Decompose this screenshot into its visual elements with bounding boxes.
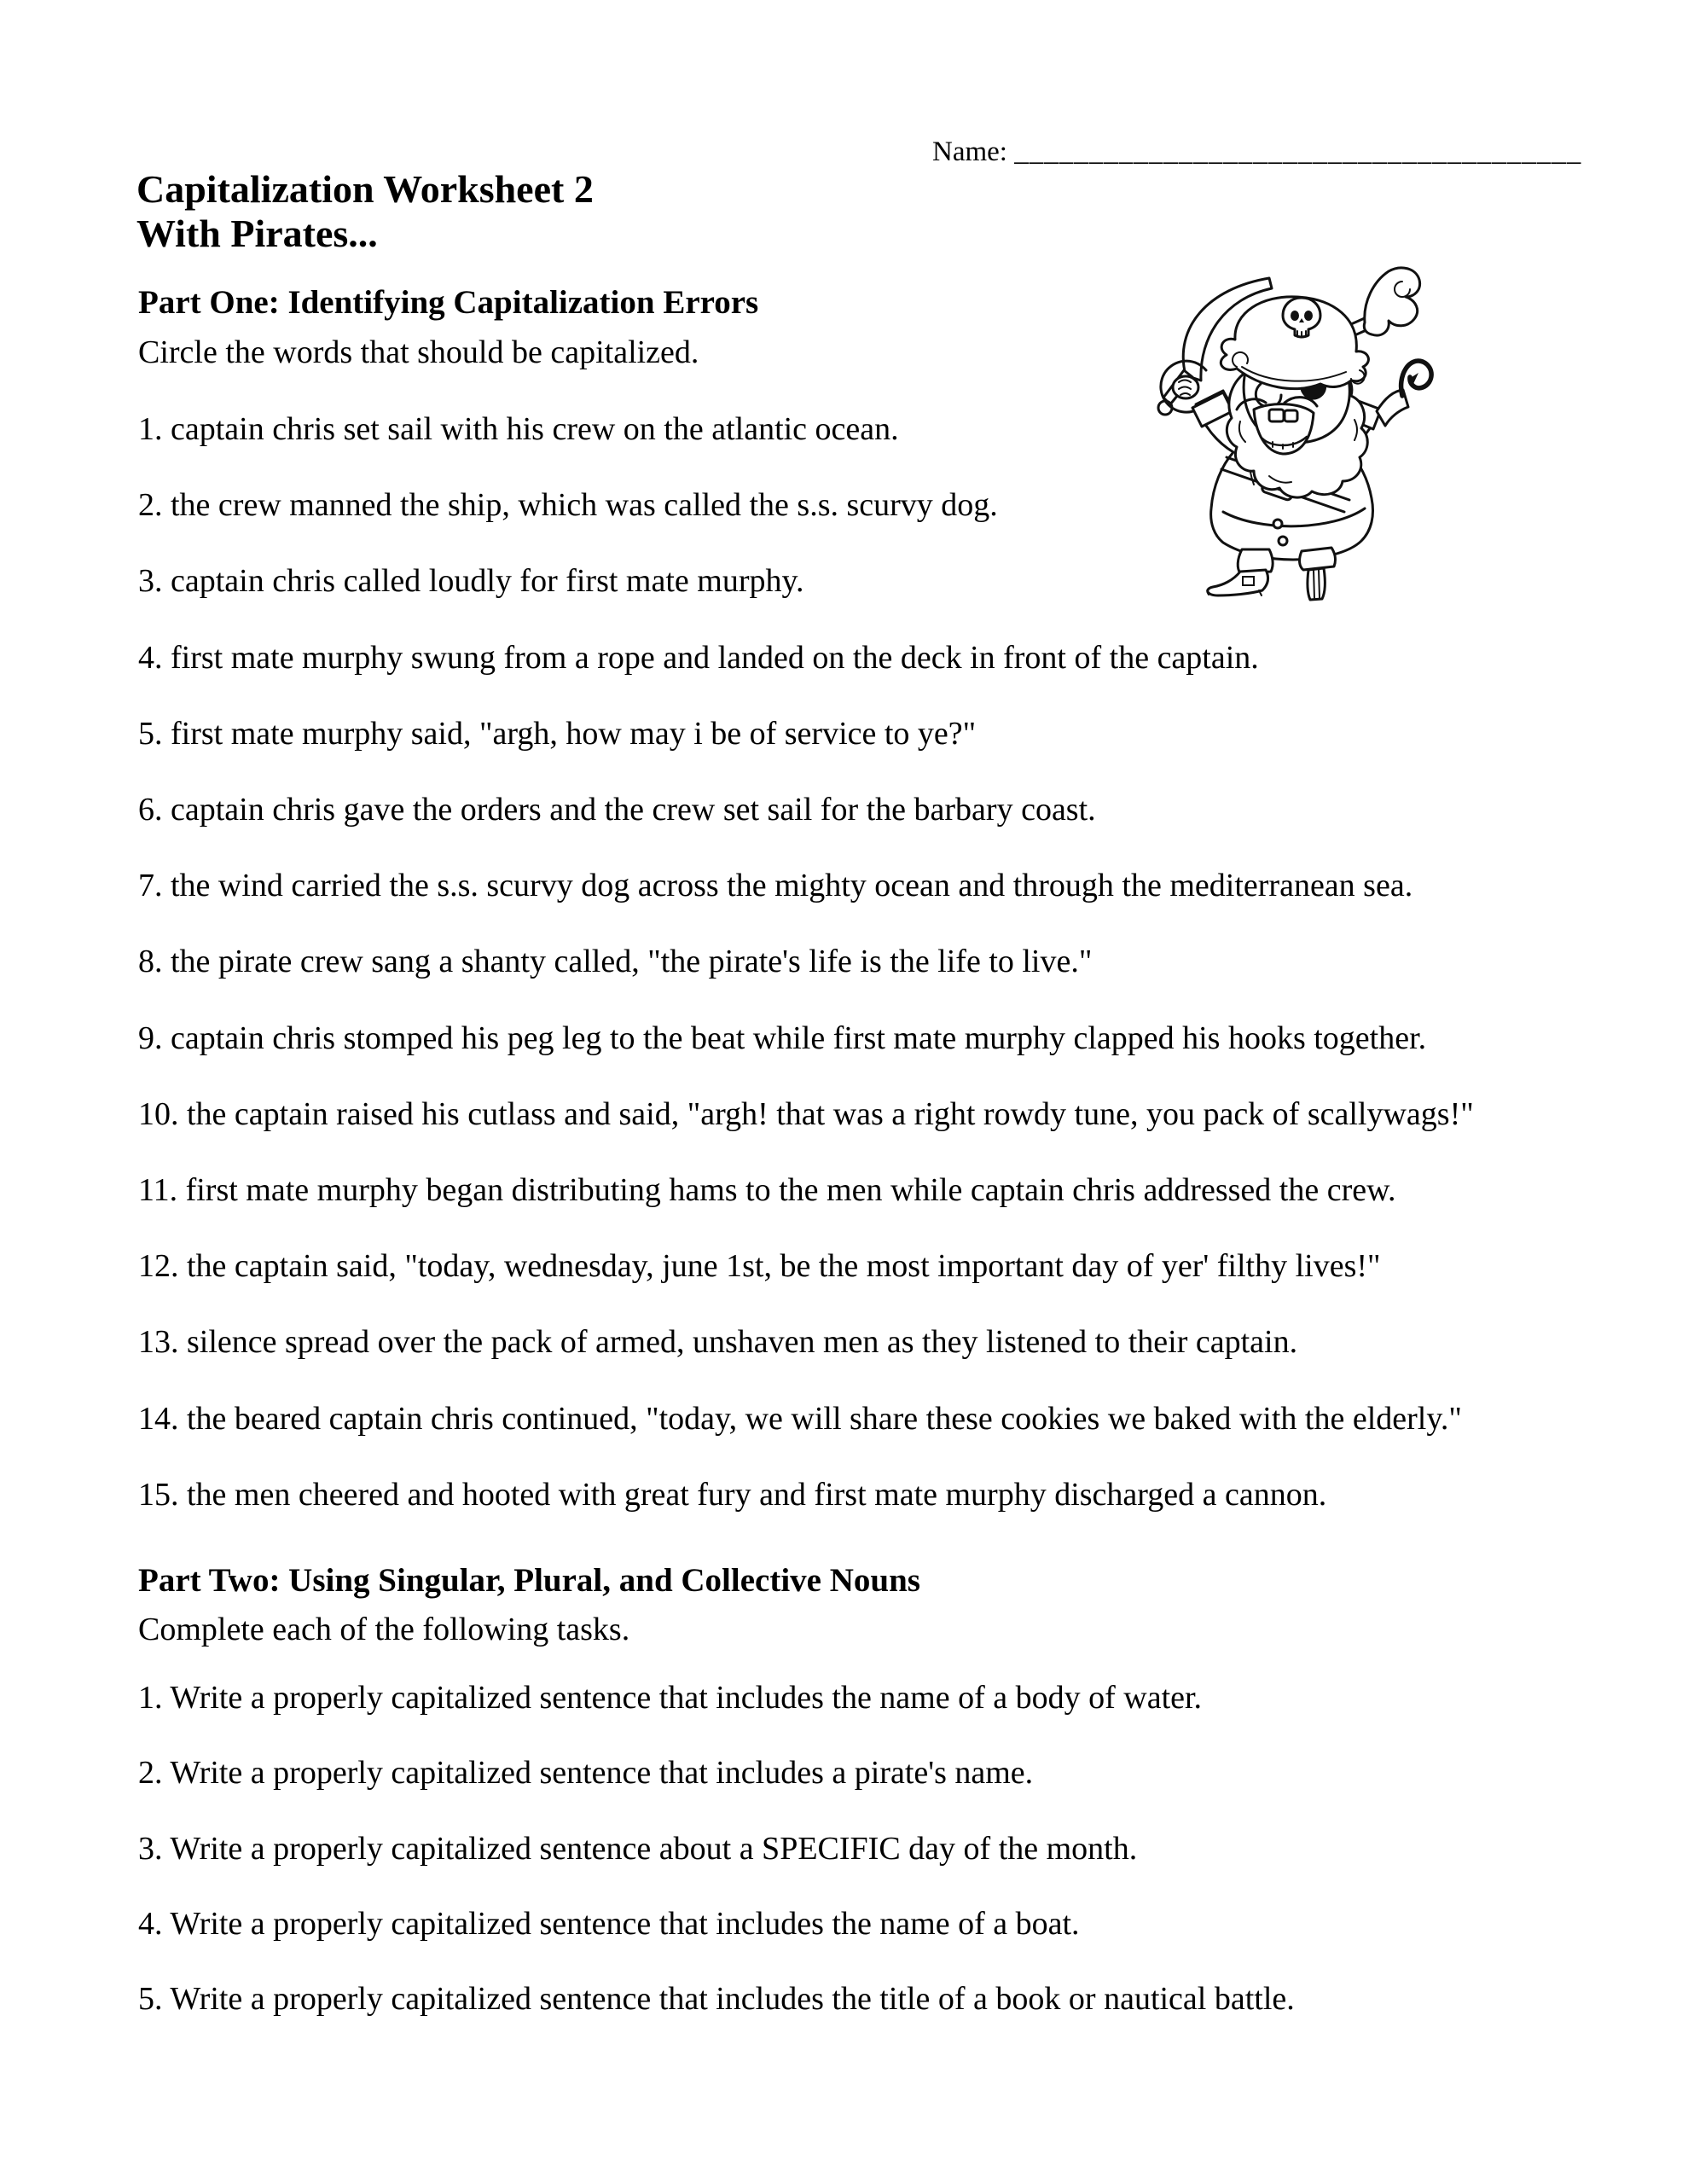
part1-item-15: 15. the men cheered and hooted with great fury and first mate murphy discharged a cannon. (138, 1477, 1327, 1513)
part-one-instructions: Circle the words that should be capitalized. (138, 334, 699, 370)
part1-item-5: 5. first mate murphy said, "argh, how may i be of service to ye?" (138, 716, 977, 752)
pirate-illustration (1141, 258, 1436, 607)
pirate-legs (1207, 548, 1335, 600)
part1-item-7: 7. the wind carried the s.s. scurvy dog across the mighty ocean and through the mediterranean sea. (138, 868, 1413, 903)
peg-leg-icon (1300, 548, 1336, 600)
part1-item-4: 4. first mate murphy swung from a rope and landed on the deck in front of the captain. (138, 640, 1259, 676)
boot-icon (1207, 570, 1267, 595)
part1-item-2: 2. the crew manned the ship, which was called the s.s. scurvy dog. (138, 487, 998, 523)
part1-item-3: 3. captain chris called loudly for first mate murphy. (138, 563, 804, 599)
part2-item-4: 4. Write a properly capitalized sentence that includes the name of a boat. (138, 1906, 1080, 1942)
part1-item-14: 14. the beared captain chris continued, "today, we will share these cookies we baked with the elderly." (138, 1401, 1462, 1437)
part1-item-8: 8. the pirate crew sang a shanty called, "the pirate's life is the life to live." (138, 944, 1093, 979)
page-title-line1: Capitalization Worksheet 2 (136, 167, 594, 211)
hook-hand-icon (1377, 361, 1431, 426)
part1-item-1: 1. captain chris set sail with his crew on the atlantic ocean. (138, 411, 899, 447)
part1-item-9: 9. captain chris stomped his peg leg to the beat while first mate murphy clapped his hooks together. (138, 1020, 1427, 1056)
part-two-instructions: Complete each of the following tasks. (138, 1612, 630, 1647)
name-field (932, 136, 1581, 168)
part1-item-13: 13. silence spread over the pack of armed, unshaven men as they listened to their captain. (138, 1324, 1298, 1360)
part1-item-6: 6. captain chris gave the orders and the crew set sail for the barbary coast. (138, 792, 1096, 828)
part1-item-10: 10. the captain raised his cutlass and said, "argh! that was a right rowdy tune, you pack of scallywags!" (138, 1096, 1474, 1132)
name-blank-line: ______________________________________ (1014, 136, 1582, 167)
part2-item-3: 3. Write a properly capitalized sentence about a SPECIFIC day of the month. (138, 1831, 1138, 1867)
part-one-heading: Part One: Identifying Capitalization Errors (138, 284, 759, 321)
part2-item-1: 1. Write a properly capitalized sentence that includes the name of a body of water. (138, 1680, 1203, 1716)
part2-item-2: 2. Write a properly capitalized sentence that includes a pirate's name. (138, 1755, 1034, 1791)
name-label: Name: (932, 136, 1007, 167)
page-title-line2: With Pirates... (136, 212, 378, 255)
part1-item-11: 11. first mate murphy began distributing hams to the men while captain chris addressed the crew. (138, 1172, 1396, 1208)
page-title (136, 167, 594, 256)
part-two-heading: Part Two: Using Singular, Plural, and Collective Nouns (138, 1562, 920, 1599)
hat-plume-icon (1351, 268, 1420, 336)
part1-item-12: 12. the captain said, "today, wednesday, june 1st, be the most important day of yer' filthy lives!" (138, 1248, 1381, 1284)
part2-item-5: 5. Write a properly capitalized sentence that includes the title of a book or nautical battle. (138, 1981, 1295, 2017)
